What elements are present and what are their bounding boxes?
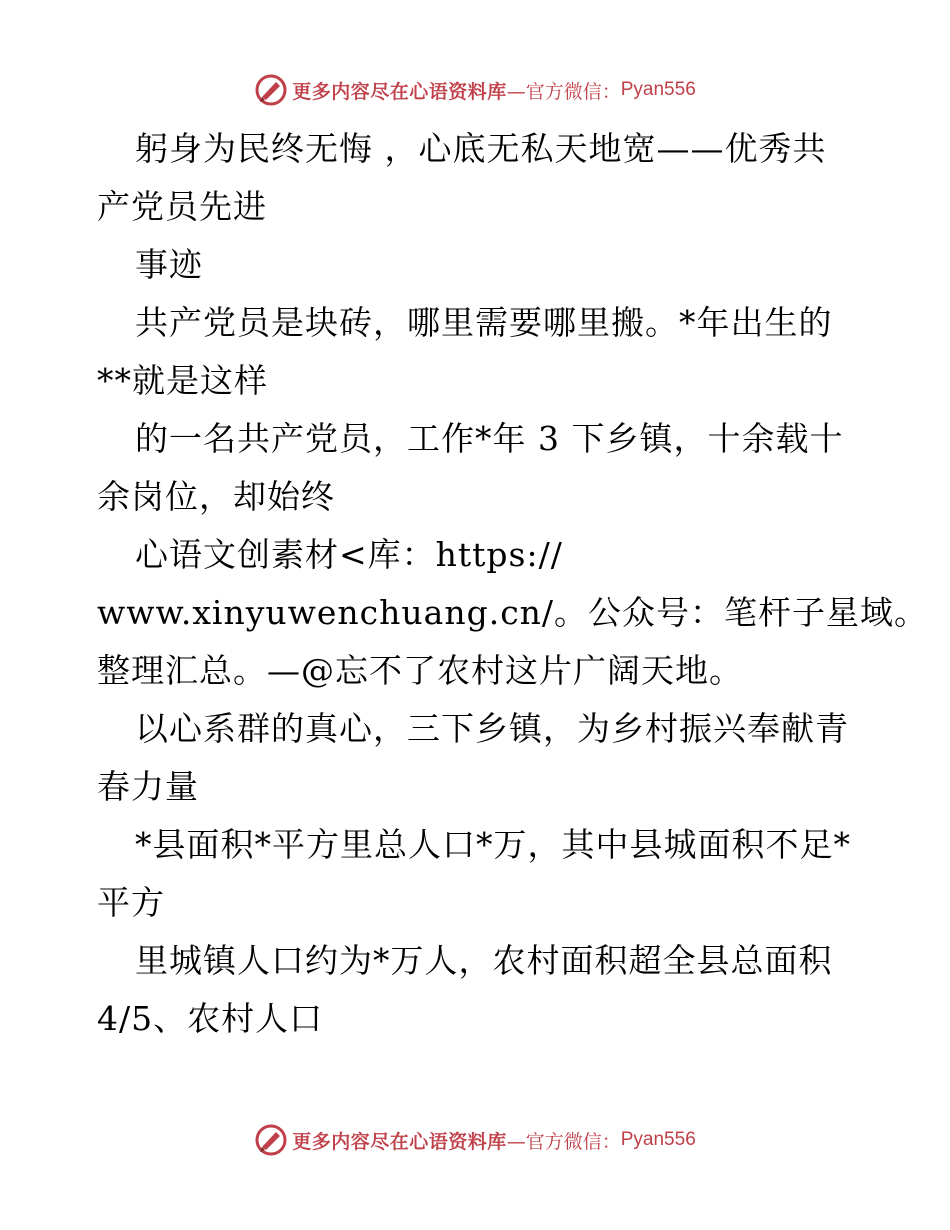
header-banner-separator: —官方微信：	[506, 80, 621, 103]
text-line: 心语文创素材<库：https://	[135, 535, 563, 574]
text-line: 共产党员是块砖，哪里需要哪里搬。*年出生的	[135, 303, 833, 342]
header-banner-id: Pyan556	[620, 79, 696, 100]
text-line: 春力量	[97, 767, 199, 806]
footer-watermark-banner	[0, 1120, 950, 1160]
text-line: 产党员先进	[97, 187, 267, 226]
pen-circle-logo-icon	[254, 1123, 288, 1157]
document-body	[97, 120, 929, 1048]
text-line: 余岗位，却始终	[97, 477, 335, 516]
text-line: 躬身为民终无悔 ，心底无私天地宽——优秀共	[135, 129, 827, 168]
text-line: 整理汇总。—@忘不了农村这片广阔天地。	[97, 651, 743, 690]
text-line: www.xinyuwenchuang.cn/。公众号：笔杆子星域。	[97, 593, 929, 632]
header-banner-text: 更多内容尽在心语资料库	[292, 80, 507, 103]
text-line: **就是这样	[97, 361, 268, 400]
text-line: 平方	[97, 883, 165, 922]
footer-banner-id: Pyan556	[620, 1129, 696, 1150]
pen-circle-logo-icon	[254, 73, 288, 107]
text-line: 事迹	[135, 245, 203, 284]
text-line: 4/5、农村人口	[97, 999, 324, 1038]
text-line: 里城镇人口约为*万人，农村面积超全县总面积	[135, 941, 833, 980]
text-line: 的一名共产党员，工作*年 3 下乡镇，十余载十	[135, 419, 844, 458]
footer-banner-text: 更多内容尽在心语资料库	[292, 1130, 507, 1153]
text-line: 以心系群的真心，三下乡镇，为乡村振兴奉献青	[135, 709, 849, 748]
footer-banner-separator: —官方微信：	[506, 1130, 621, 1153]
header-watermark-banner	[0, 70, 950, 110]
text-line: *县面积*平方里总人口*万，其中县城面积不足*	[135, 825, 851, 864]
